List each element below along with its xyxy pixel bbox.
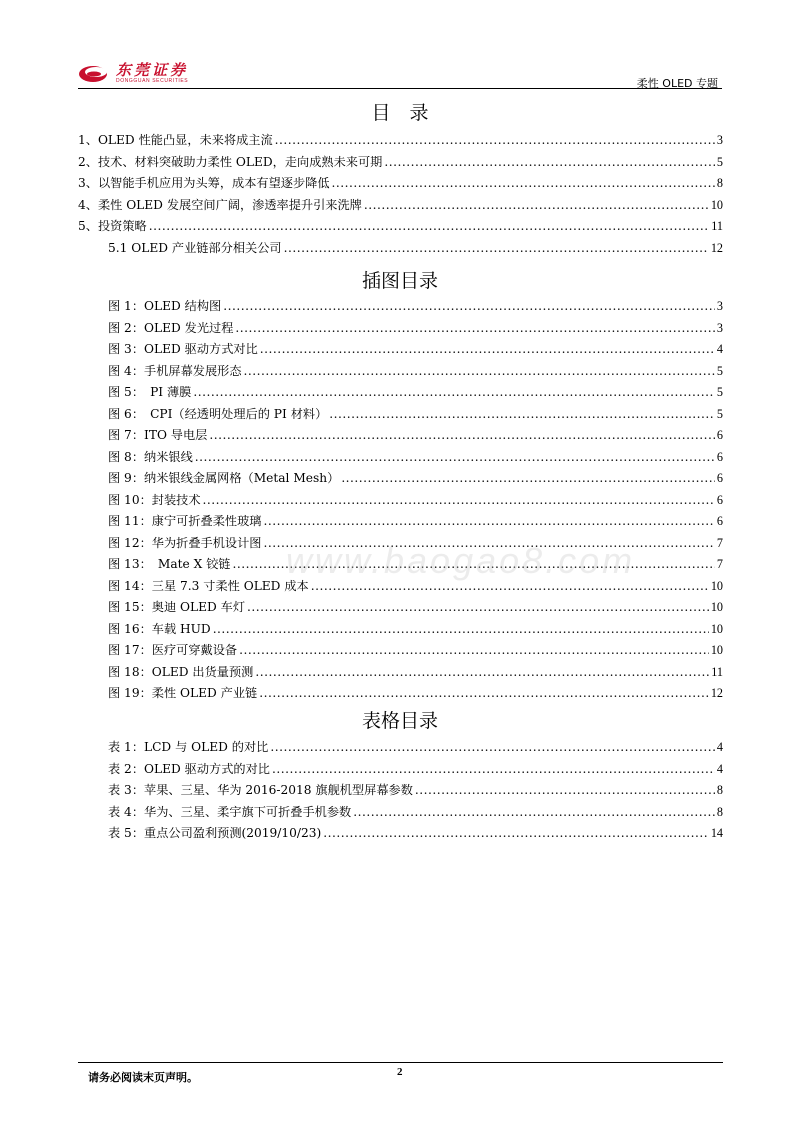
figure-entry[interactable]: 图 7：ITO 导电层 ..... 6 xyxy=(78,425,723,447)
toc-entry[interactable]: 2、技术、材料突破助力柔性 OLED，走向成熟未来可期 ..... 5 xyxy=(78,152,723,174)
toc-page-number: 11 xyxy=(711,219,723,233)
toc-entry[interactable]: 3、以智能手机应用为头筹，成本有望逐步降低 ..... 8 xyxy=(78,173,723,195)
figure-entry[interactable]: 图 14：三星 7.3 寸柔性 OLED 成本 ..... 10 xyxy=(78,576,723,598)
figure-entry[interactable]: 图 16：车载 HUD ..... 10 xyxy=(78,619,723,641)
toc-page-number: 12 xyxy=(710,240,723,255)
contents-title: 目 录 xyxy=(371,102,429,124)
figures-list xyxy=(78,296,723,705)
toc-subentry[interactable]: 5.1 OLED 产业链部分相关公司 ..... 12 xyxy=(78,238,723,260)
toc-entry[interactable]: 5、投资策略 ..... 11 xyxy=(78,216,723,238)
figure-entry[interactable]: 图 8：纳米银线 ..... 6 xyxy=(78,447,723,469)
report-topic: 柔性 OLED 专题 xyxy=(636,77,718,90)
page-number: 2 xyxy=(397,1066,403,1078)
figure-entry[interactable]: 图 3：OLED 驱动方式对比 ..... 4 xyxy=(78,339,723,361)
company-logo xyxy=(78,60,188,86)
toc-page-number: 3 xyxy=(716,133,723,147)
figure-entry[interactable]: 图 5： PI 薄膜 ..... 5 xyxy=(78,382,723,404)
figure-entry[interactable]: 图 10：封装技术 ..... 6 xyxy=(78,490,723,512)
contents-list xyxy=(78,130,723,259)
figure-entry[interactable]: 图 18：OLED 出货量预测 ..... 11 xyxy=(78,662,723,684)
toc-page-number: 5 xyxy=(716,154,723,169)
figure-entry[interactable]: 图 15：奥迪 OLED 车灯 ..... 10 xyxy=(78,597,723,619)
figure-entry[interactable]: 图 11：康宁可折叠柔性玻璃 ..... 6 xyxy=(78,511,723,533)
toc-page-number: 8 xyxy=(716,176,723,190)
footer-divider xyxy=(78,1062,723,1063)
figure-entry[interactable]: 图 6： CPI（经透明处理后的 PI 材料） ..... 5 xyxy=(78,404,723,426)
figure-entry[interactable]: 图 9：纳米银线金属网格（Metal Mesh） ..... 6 xyxy=(78,468,723,490)
logo-swoosh-icon xyxy=(78,62,112,84)
page-header xyxy=(78,54,722,89)
toc-entry[interactable]: 1、OLED 性能凸显，未来将成主流 ..... 3 xyxy=(78,130,723,152)
tables-title: 表格目录 xyxy=(361,710,438,732)
table-entry[interactable]: 表 2：OLED 驱动方式的对比 ..... 4 xyxy=(78,759,723,781)
tables-list xyxy=(78,737,723,845)
figure-entry[interactable]: 图 2：OLED 发光过程 ..... 3 xyxy=(78,318,723,340)
header-divider xyxy=(78,88,722,89)
toc-page-number: 10 xyxy=(710,197,723,212)
figure-entry[interactable]: 图 17：医疗可穿戴设备 ..... 10 xyxy=(78,640,723,662)
logo-english-name: DONGGUAN SECURITIES xyxy=(116,77,189,84)
figure-entry[interactable]: 图 19：柔性 OLED 产业链 ..... 12 xyxy=(78,683,723,705)
figure-entry[interactable]: 图 12：华为折叠手机设计图 ..... 7 xyxy=(78,533,723,555)
figures-title: 插图目录 xyxy=(361,270,438,292)
figure-entry[interactable]: 图 13： Mate X 铰链 ..... 7 xyxy=(78,554,723,576)
logo-chinese-name: 东莞证券 xyxy=(116,60,189,79)
table-entry[interactable]: 表 3：苹果、三星、华为 2016-2018 旗舰机型屏幕参数 ..... 8 xyxy=(78,780,723,802)
disclaimer-note: 请务必阅读末页声明。 xyxy=(88,1071,198,1084)
table-entry[interactable]: 表 5：重点公司盈利预测(2019/10/23) ..... 14 xyxy=(78,823,723,845)
table-entry[interactable]: 表 4：华为、三星、柔宇旗下可折叠手机参数 ..... 8 xyxy=(78,802,723,824)
figure-entry[interactable]: 图 4：手机屏幕发展形态 ..... 5 xyxy=(78,361,723,383)
toc-entry[interactable]: 4、柔性 OLED 发展空间广阔，渗透率提升引来洗牌 ..... 10 xyxy=(78,195,723,217)
figure-entry[interactable]: 图 1：OLED 结构图 ..... 3 xyxy=(78,296,723,318)
table-entry[interactable]: 表 1：LCD 与 OLED 的对比 ..... 4 xyxy=(78,737,723,759)
watermark: www.baogao8.com xyxy=(286,540,636,581)
